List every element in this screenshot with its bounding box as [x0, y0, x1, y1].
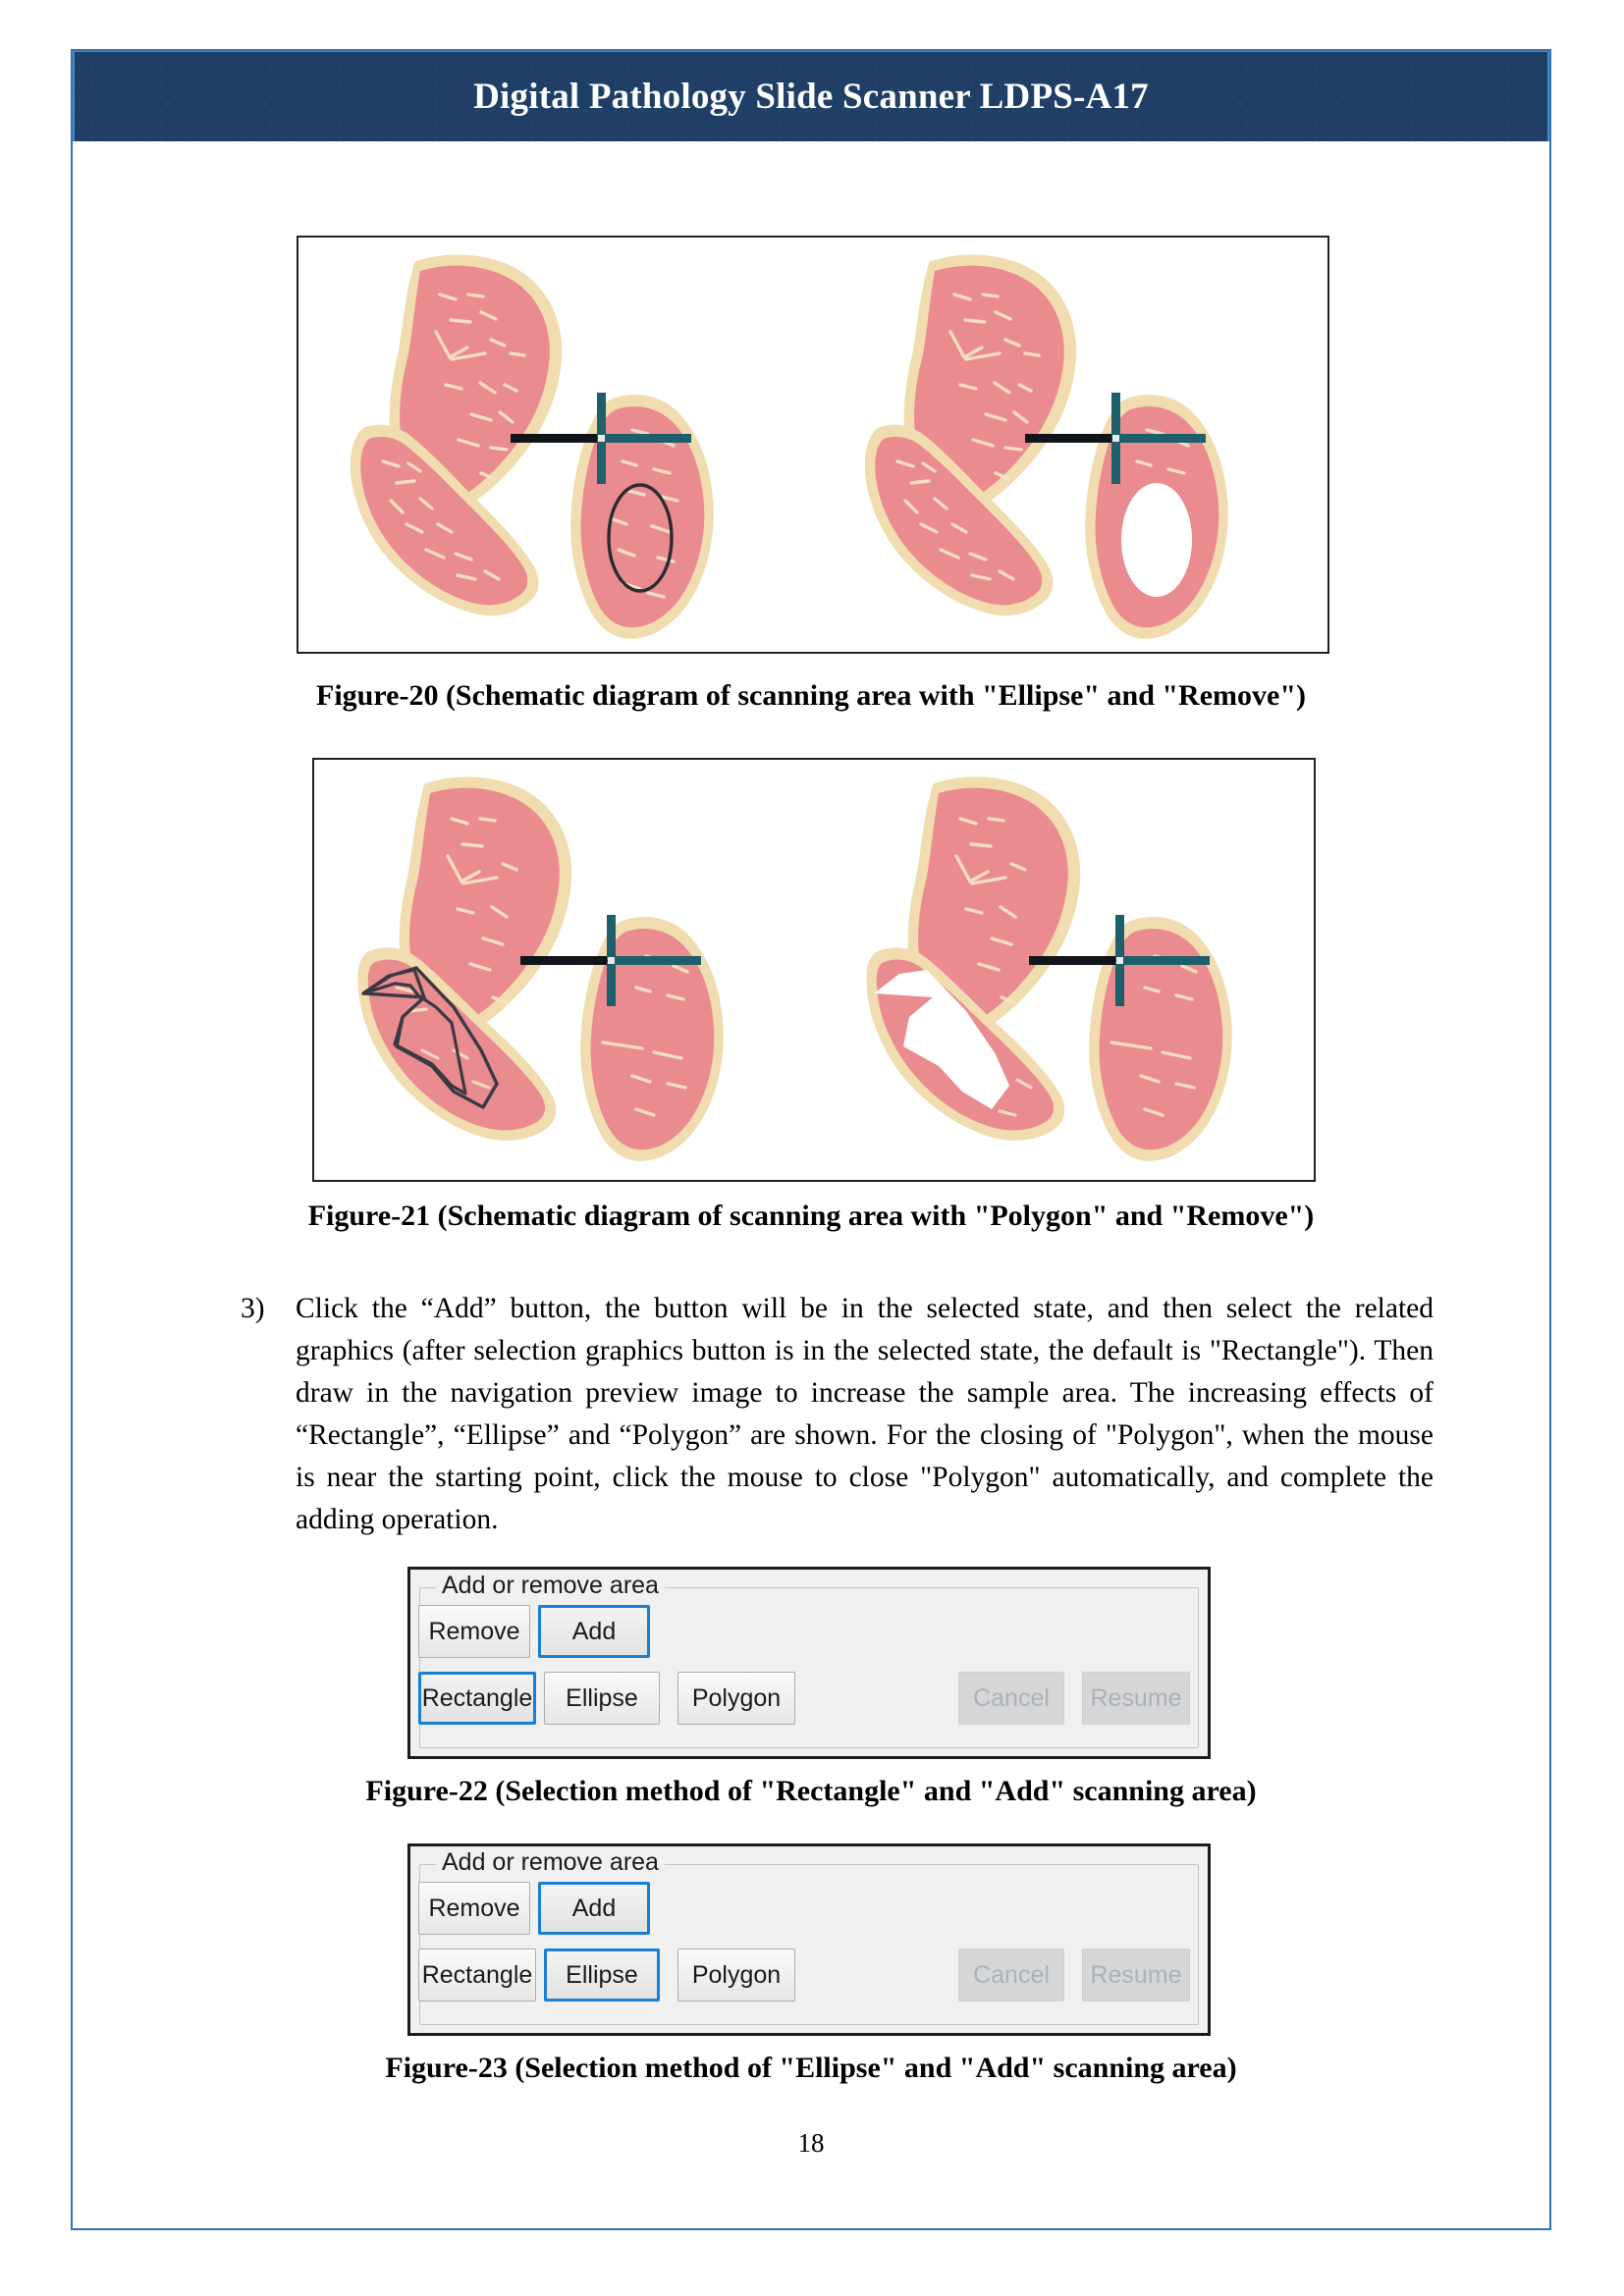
list-text: Click the “Add” button, the button will be in the selected state, and then select the related graphics (after selection graphics button is in the selected state, the default is "Rectangle"). Then draw in the navigation preview image to increase the sample area. The increasing effects of “Rectangle”, “Ellipse” and “Polygon” are shown. For the closing of "Polygon", when the mouse is near the starting point, click the mouse to close "Polygon" automatically, and complete the adding operation. — [296, 1293, 1434, 1535]
shape-button-row — [418, 1949, 795, 2002]
action-button-row — [958, 1949, 1190, 2002]
shape-button-row — [418, 1672, 795, 1725]
header-banner — [73, 51, 1549, 141]
mode-button-row — [418, 1882, 650, 1935]
resume-button[interactable]: Resume — [1082, 1949, 1190, 2002]
add-button[interactable]: Add — [538, 1605, 650, 1658]
rectangle-button[interactable]: Rectangle — [418, 1949, 536, 2002]
list-marker: 3) — [241, 1293, 265, 1324]
header-title: Digital Pathology Slide Scanner LDPS-A17 — [473, 77, 1149, 117]
action-button-row — [958, 1672, 1190, 1725]
mode-button-row — [418, 1605, 650, 1658]
groupbox-title: Add or remove area — [436, 1848, 665, 1877]
rectangle-button[interactable]: Rectangle — [418, 1672, 536, 1725]
cancel-button[interactable]: Cancel — [958, 1672, 1064, 1725]
figure-23-caption: Figure-23 (Selection method of "Ellipse" and "Add" scanning area) — [385, 2052, 1237, 2084]
figure-20-image — [297, 236, 1329, 654]
figure-21-image — [312, 758, 1316, 1182]
remove-button[interactable]: Remove — [418, 1882, 530, 1935]
figure-20-caption: Figure-20 (Schematic diagram of scanning area with "Ellipse" and "Remove") — [316, 679, 1306, 712]
body-paragraph-3 — [241, 1288, 1434, 1541]
figure-20-svg — [298, 238, 1327, 652]
add-button[interactable]: Add — [538, 1882, 650, 1935]
remove-button[interactable]: Remove — [418, 1605, 530, 1658]
ellipse-button[interactable]: Ellipse — [544, 1672, 660, 1725]
page-number: 18 — [797, 2128, 825, 2158]
figure-22-caption: Figure-22 (Selection method of "Rectangle" and "Add" scanning area) — [365, 1775, 1257, 1807]
cancel-button[interactable]: Cancel — [958, 1949, 1064, 2002]
add-remove-area-dialog-rectangle — [407, 1567, 1211, 1759]
resume-button[interactable]: Resume — [1082, 1672, 1190, 1725]
removed-ellipse-region — [1121, 483, 1192, 597]
figure-21-svg — [314, 760, 1314, 1180]
polygon-button[interactable]: Polygon — [677, 1672, 795, 1725]
add-remove-area-dialog-ellipse — [407, 1843, 1211, 2036]
polygon-button[interactable]: Polygon — [677, 1949, 795, 2002]
ellipse-button[interactable]: Ellipse — [544, 1949, 660, 2002]
figure-21-caption: Figure-21 (Schematic diagram of scanning area with "Polygon" and "Remove") — [307, 1200, 1315, 1232]
groupbox-title: Add or remove area — [436, 1572, 665, 1600]
